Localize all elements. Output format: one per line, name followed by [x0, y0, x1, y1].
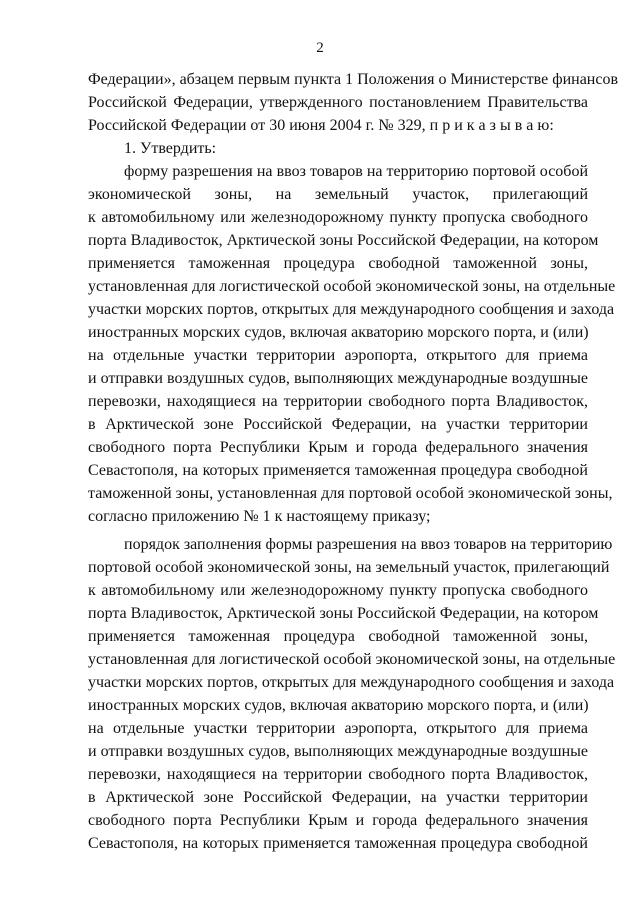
text-line: порядок заполнения формы разрешения на ввоз товаров на территорию: [124, 536, 613, 553]
text-line: Федерации», абзацем первым пункта 1 Положения о Министерстве финансов: [88, 71, 619, 88]
paragraph-form: [88, 160, 616, 528]
paragraph-intro: [88, 68, 619, 137]
text-line: установленная для логистической особой экономической зоны, на отдельные: [88, 651, 616, 668]
paragraph-approve: [88, 137, 588, 160]
text-line: на отдельные участки территории аэропорта, открытого для приема: [88, 347, 588, 364]
text-line: порта Владивосток, Арктической зоны Российской Федерации, на котором: [88, 605, 599, 622]
text-line: в Арктической зоне Российской Федерации, на участки территории: [88, 789, 588, 806]
text-line: Севастополя, на которых применяется таможенная процедура свободной: [88, 835, 588, 852]
text-line: свободного порта Республики Крым и города федерального значения: [88, 439, 588, 456]
text-line: свободного порта Республики Крым и города федерального значения: [88, 812, 588, 829]
text-line: применяется таможенная процедура свободной таможенной зоны,: [88, 255, 588, 272]
text-line: Севастополя, на которых применяется таможенная процедура свободной: [88, 462, 588, 479]
text-line: на отдельные участки территории аэропорта, открытого для приема: [88, 720, 588, 737]
text-line: в Арктической зоне Российской Федерации, на участки территории: [88, 416, 588, 433]
text-line: форму разрешения на ввоз товаров на территорию портовой особой: [124, 163, 588, 180]
text-line: таможенной зоны, установленная для портовой особой экономической зоны,: [88, 485, 613, 502]
text-line: портовой особой экономической зоны, на земельный участок, прилегающий: [88, 559, 610, 576]
text-line: к автомобильному или железнодорожному пункту пропуска свободного: [88, 582, 588, 599]
paragraph-procedure: [88, 533, 616, 855]
text-line: иностранных морских судов, включая акваторию морского порта, и (или): [88, 324, 589, 341]
text-line: и отправки воздушных судов, выполняющих международные воздушные: [88, 370, 588, 387]
text-line: перевозки, находящиеся на территории свободного порта Владивосток,: [88, 393, 588, 410]
text-line: к автомобильному или железнодорожному пункту пропуска свободного: [88, 209, 588, 226]
text-line: экономической зоны, на земельный участок, прилегающий: [88, 186, 588, 203]
text-line: 1. Утвердить:: [124, 140, 217, 157]
text-line: Российской Федерации, утвержденного постановлением Правительства: [88, 94, 588, 111]
text-line: порта Владивосток, Арктической зоны Российской Федерации, на котором: [88, 232, 599, 249]
text-line: участки морских портов, открытых для международного сообщения и захода: [88, 301, 615, 318]
text-line: и отправки воздушных судов, выполняющих международные воздушные: [88, 743, 588, 760]
text-line: согласно приложению № 1 к настоящему приказу;: [88, 508, 431, 525]
text-line: Российской Федерации от 30 июня 2004 г. № 329, п р и к а з ы в а ю:: [88, 117, 554, 134]
text-line: участки морских портов, открытых для международного сообщения и захода: [88, 674, 615, 691]
text-line: иностранных морских судов, включая акваторию морского порта, и (или): [88, 697, 589, 714]
text-line: применяется таможенная процедура свободной таможенной зоны,: [88, 628, 588, 645]
page-number: 2: [316, 40, 324, 56]
text-line: установленная для логистической особой экономической зоны, на отдельные: [88, 278, 616, 295]
document-body: [88, 68, 619, 855]
text-line: перевозки, находящиеся на территории свободного порта Владивосток,: [88, 766, 588, 783]
